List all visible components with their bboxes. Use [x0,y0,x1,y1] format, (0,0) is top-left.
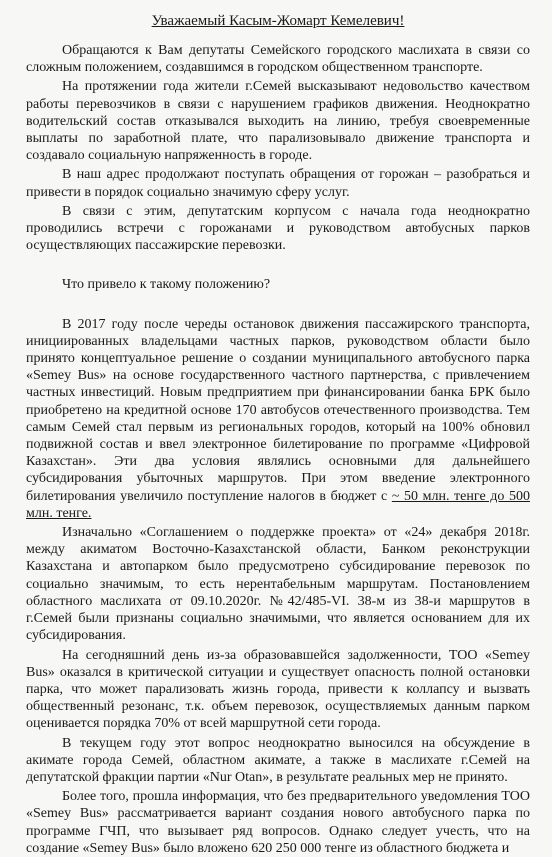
paragraph-debt: На сегодняшний день из-за образовавшейся задолженности, ТОО «Semey Bus» оказался в критической ситуации и существует опасность полной остановки парка, что может парализовать жизнь города, привести к коллапсу и вызвать общественный резонанс, т.к. объем перевозок, осуществляемых данным парком оценивается порядка 70% от всей маршрутной сети города. [26,647,530,732]
paragraph-meetings: В связи с этим, депутатским корпусом с начала года неоднократно проводились встречи с горожанами и руководством автобусных парков осуществляющих пассажирские перевозки. [26,203,530,254]
paragraph-agreement: Изначально «Соглашением о поддержке проекта» от «24» декабря 2018г. между акиматом Восточно-Казахстанской области, Банком реконструкции Казахстана и автопарком было предусмотрено субсидирование перевозок по социально значимым, то есть нерентабельным маршрутам. Постановлением областного маслихата от 09.10.2020г. №42/485-VI. 38-м из 38-и маршрутов в г.Семей были признаны социально значимыми, что является основанием для их субсидирования. [26,525,530,644]
paragraph-new-park: Более того, прошла информация, что без предварительного уведомления ТОО «Semey Bus» рассматривается вариант создания нового автобусного парка по программе ГЧП, что вызывает ряд вопросов. Однако следует учесть, что на создание «Semey Bus» было вложено 620 250 000 тенге из областного бюджета и [26,789,530,856]
question-heading: Что привело к такому положению? [62,277,271,293]
paragraph-requests: В наш адрес продолжают поступать обращения от горожан – разобраться и привести в порядок социально значимую сферу услуг. [26,167,530,200]
paragraph-complaints: На протяжении года жители г.Семей высказывают недовольство качеством работы перевозчиков в связи с нарушением графиков движения. Неоднократно водительский состав отказывался выходить на линию, требуя своевременные выплаты по заработной плате, что парализовывало движение транспорта и создавало социальную напряженность в городе. [26,79,530,164]
paragraph-2017-text: В 2017 году после череды остановок движения пассажирского транспорта, инициированных владельцами частных парков, руководством области было принято концептуальное решение о создании муниципального автобусного парка «Semey Bus» на основе государственного частного партнерства, с привлечением частных инвестиций. Новым предприятием при финансировании банка БРК было приобретено на кредитной основе 170 автобусов отечественного производства. Тем самым Семей стал первым из региональных городов, который на 100% обновил подвижной состав и ввел электронное билетирование по программе «Цифровой Казахстан». Эти два условия являлись основными для дальнейшего субсидирования убыточных маршрутов. При этом введение электронного билетирования увеличило поступление налогов в бюджет с [26,316,530,504]
paragraph-appeal: Обращаются к Вам депутаты Семейского городского маслихата в связи со сложным положением, создавшимся в городском общественном транспорте. [26,43,530,76]
paragraph-2017 [26,316,530,522]
letter-salutation: Уважаемый Касым-Жомарт Кемелевич! [151,13,405,29]
tax-increase-underlined: ~ 50 млн. тенге до 500 млн. тенге. [26,488,530,521]
paragraph-discussion: В текущем году этот вопрос неоднократно выносился на обсуждение в акимате города Семей, областном акимате, а также в маслихате г.Семей на депутатской фракции партии «Nur Otan», в результате реальных мер не принято. [26,735,530,785]
